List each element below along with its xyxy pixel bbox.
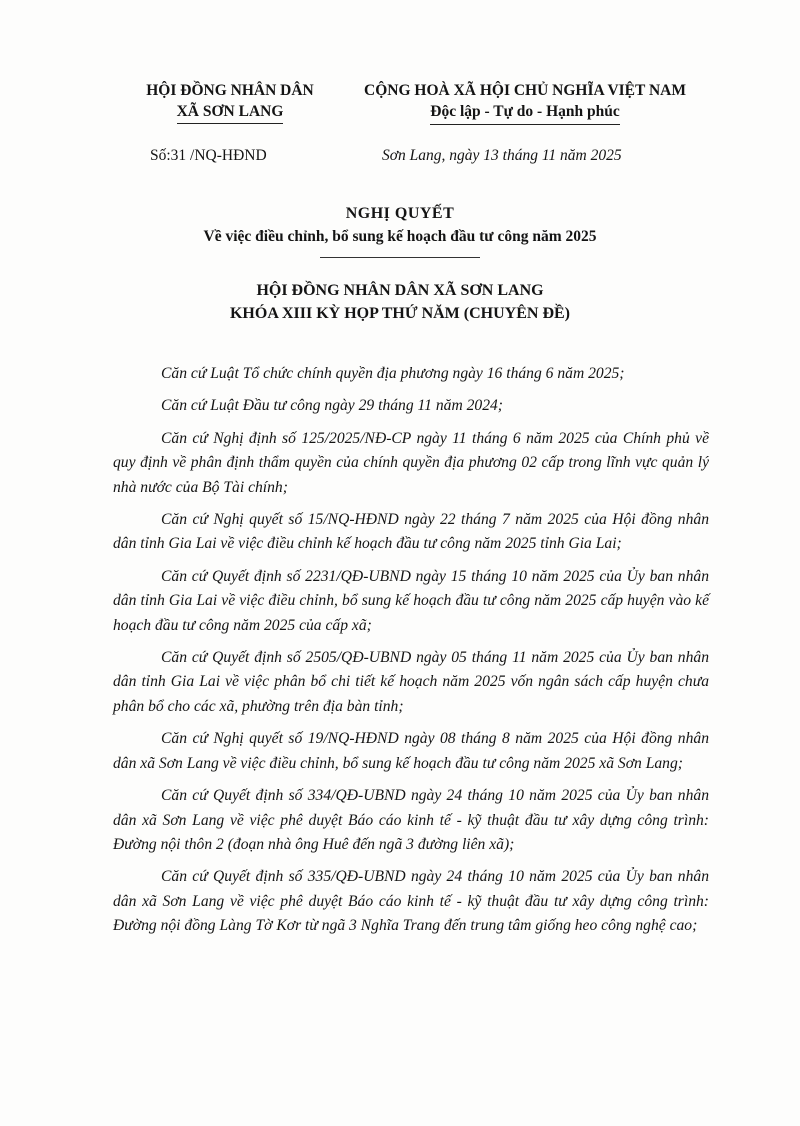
legal-basis-paragraph: Căn cứ Luật Đầu tư công ngày 29 tháng 11 năm 2024; (161, 397, 504, 415)
document-subject: Về việc điều chỉnh, bổ sung kế hoạch đầu tư công năm 2025 (203, 228, 597, 245)
legal-basis-paragraph: Căn cứ Luật Tổ chức chính quyền địa phương ngày 16 tháng 6 năm 2025; (161, 365, 625, 382)
document-number: Số:31 /NQ-HĐND (150, 147, 267, 164)
legal-basis-paragraph: Căn cứ Nghị định số 125/2025/NĐ-CP ngày 11 tháng 6 năm 2025 của Chính phủ về quy định về phân định thẩm quyền của chính quyền địa phương 02 cấp trong lĩnh vực quản lý nhà nước của Bộ Tài chính; (113, 429, 709, 496)
legal-basis-paragraph: Căn cứ Nghị quyết số 15/NQ-HĐND ngày 22 tháng 7 năm 2025 của Hội đồng nhân dân tỉnh Gia Lai về việc điều chỉnh kế hoạch đầu tư công năm 2025 tỉnh Gia Lai; (113, 511, 709, 553)
issuer-line1: HỘI ĐỒNG NHÂN DÂN XÃ SƠN LANG (256, 282, 544, 299)
legal-basis-paragraph: Căn cứ Quyết định số 335/QĐ-UBND ngày 24 tháng 10 năm 2025 của Ủy ban nhân dân xã Sơn Lang về việc phê duyệt Báo cáo kinh tế - kỹ thuật đầu tư xây dựng công trình: Đường nội đồng Làng Tờ Kơr từ ngã 3 Nghĩa Trang đến trung tâm giống heo công nghệ cao; (113, 868, 709, 935)
issuing-agency (120, 80, 340, 124)
document-type: NGHỊ QUYẾT (345, 205, 455, 222)
legal-bases (113, 362, 709, 947)
legal-basis-paragraph: Căn cứ Nghị quyết số 19/NQ-HĐND ngày 08 tháng 8 năm 2025 của Hội đồng nhân dân xã Sơn Lang về việc điều chỉnh, bổ sung kế hoạch đầu tư công năm 2025 xã Sơn Lang; (113, 730, 709, 772)
place-date: Sơn Lang, ngày 13 tháng 11 năm 2025 (382, 147, 622, 164)
subject-divider (320, 257, 480, 258)
motto: Độc lập - Tự do - Hạnh phúc (430, 101, 619, 125)
agency-line2: XÃ SƠN LANG (177, 101, 284, 124)
legal-basis-paragraph: Căn cứ Quyết định số 334/QĐ-UBND ngày 24 tháng 10 năm 2025 của Ủy ban nhân dân xã Sơn Lang về việc phê duyệt Báo cáo kinh tế - kỹ thuật đầu tư xây dựng công trình: Đường nội thôn 2 (đoạn nhà ông Huê đến ngã 3 đường liên xã); (113, 787, 709, 853)
legal-basis-paragraph: Căn cứ Quyết định số 2231/QĐ-UBND ngày 15 tháng 10 năm 2025 của Ủy ban nhân dân tỉnh Gia Lai về việc điều chỉnh, bổ sung kế hoạch đầu tư công năm 2025 cấp huyện vào kế hoạch đầu tư công năm 2025 của cấp xã; (113, 567, 709, 634)
agency-line1: HỘI ĐỒNG NHÂN DÂN (146, 82, 314, 99)
issuer-line2: KHÓA XIII KỲ HỌP THỨ NĂM (CHUYÊN ĐỀ) (229, 305, 570, 322)
national-title (340, 80, 710, 125)
legal-basis-paragraph: Căn cứ Quyết định số 2505/QĐ-UBND ngày 05 tháng 11 năm 2025 của Ủy ban nhân dân tỉnh Gia Lai về việc phân bổ chi tiết kế hoạch năm 2025 vốn ngân sách cấp huyện chưa phân bổ cho các xã, phường trên địa bàn tỉnh; (113, 649, 709, 715)
nation-name: CỘNG HOÀ XÃ HỘI CHỦ NGHĨA VIỆT NAM (364, 82, 686, 99)
